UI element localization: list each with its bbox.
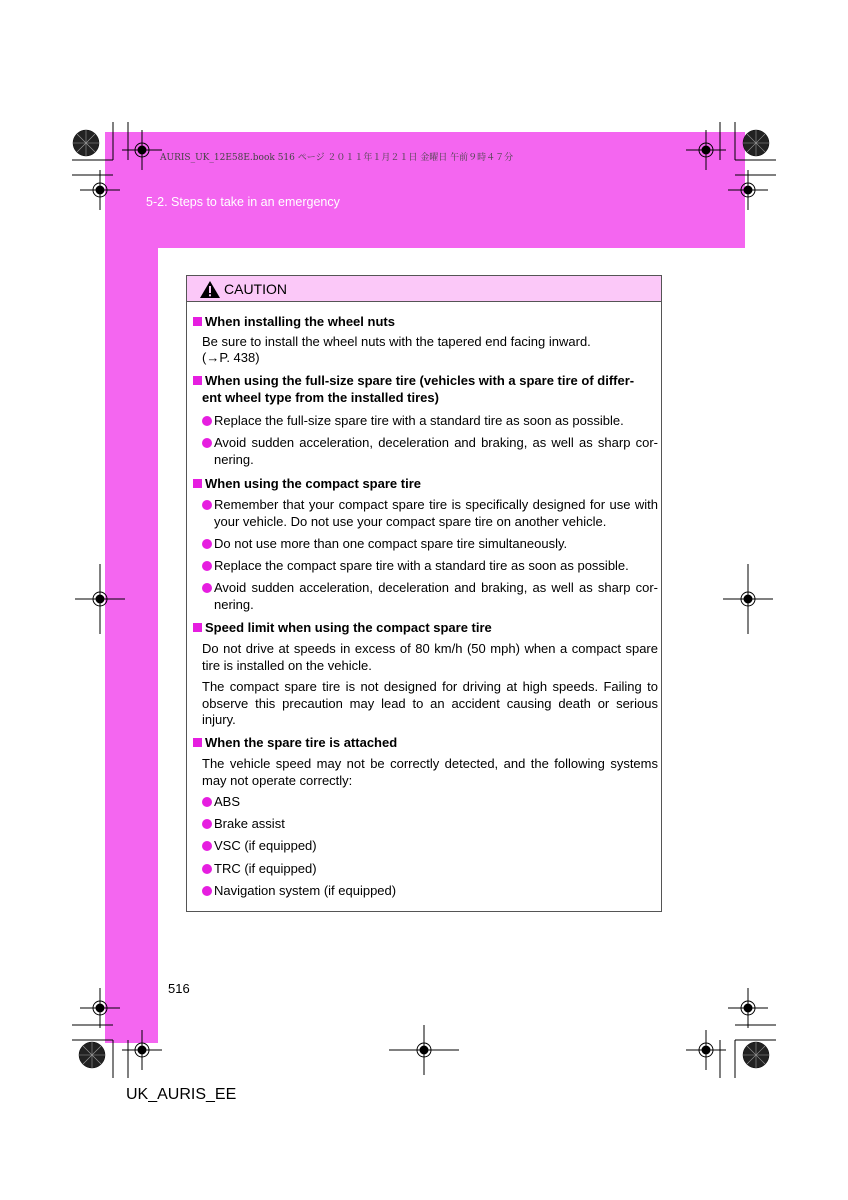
section-heading: When using the full-size spare tire (vehicles with a spare tire of differ- <box>191 372 657 389</box>
paragraph: The compact spare tire is not designed for driving at high speeds. Failing to observe this precaution may lead to an accident causing death or serious injury. <box>202 679 658 727</box>
section-heading: Speed limit when using the compact spare tire <box>191 619 657 636</box>
list-item: Navigation system (if equipped) <box>202 883 658 900</box>
footer-code: UK_AURIS_EE <box>126 1086 237 1103</box>
list-item: Remember that your compact spare tire is specifically designed for use with your vehicle. Do not use your compact spare tire on another vehicle. <box>202 497 658 530</box>
print-info: AURIS_UK_12E58E.book 516 ページ ２０１１年１月２１日 金曜日 午前９時４７分 <box>160 153 514 163</box>
section-title: 5-2. Steps to take in an emergency <box>146 195 340 209</box>
paragraph: The vehicle speed may not be correctly detected, and the following systems may not operate correctly: <box>202 756 658 788</box>
list-item: Avoid sudden acceleration, deceleration and braking, as well as sharp cor-nering. <box>202 580 658 613</box>
section-heading-cont: ent wheel type from the installed tires) <box>202 390 439 405</box>
page-number: 516 <box>168 981 190 996</box>
paragraph: Do not drive at speeds in excess of 80 km/h (50 mph) when a compact spare tire is installed on the vehicle. <box>202 641 658 673</box>
paragraph: Be sure to install the wheel nuts with the tapered end facing inward. <box>202 334 591 349</box>
list-item: TRC (if equipped) <box>202 861 658 878</box>
list-item: Do not use more than one compact spare tire simultaneously. <box>202 536 658 553</box>
section-heading: When the spare tire is attached <box>191 734 657 751</box>
list-item: ABS <box>202 794 658 811</box>
page-reference: (→P. 438) <box>202 350 260 365</box>
section-heading: When using the compact spare tire <box>191 475 657 492</box>
list-item: Brake assist <box>202 816 658 833</box>
list-item: Avoid sudden acceleration, deceleration and braking, as well as sharp cor-nering. <box>202 435 658 468</box>
list-item: Replace the compact spare tire with a standard tire as soon as possible. <box>202 558 658 575</box>
list-item: Replace the full-size spare tire with a standard tire as soon as possible. <box>202 413 658 430</box>
caution-label: CAUTION <box>224 281 287 297</box>
section-heading: When installing the wheel nuts <box>191 313 657 330</box>
list-item: VSC (if equipped) <box>202 838 658 855</box>
